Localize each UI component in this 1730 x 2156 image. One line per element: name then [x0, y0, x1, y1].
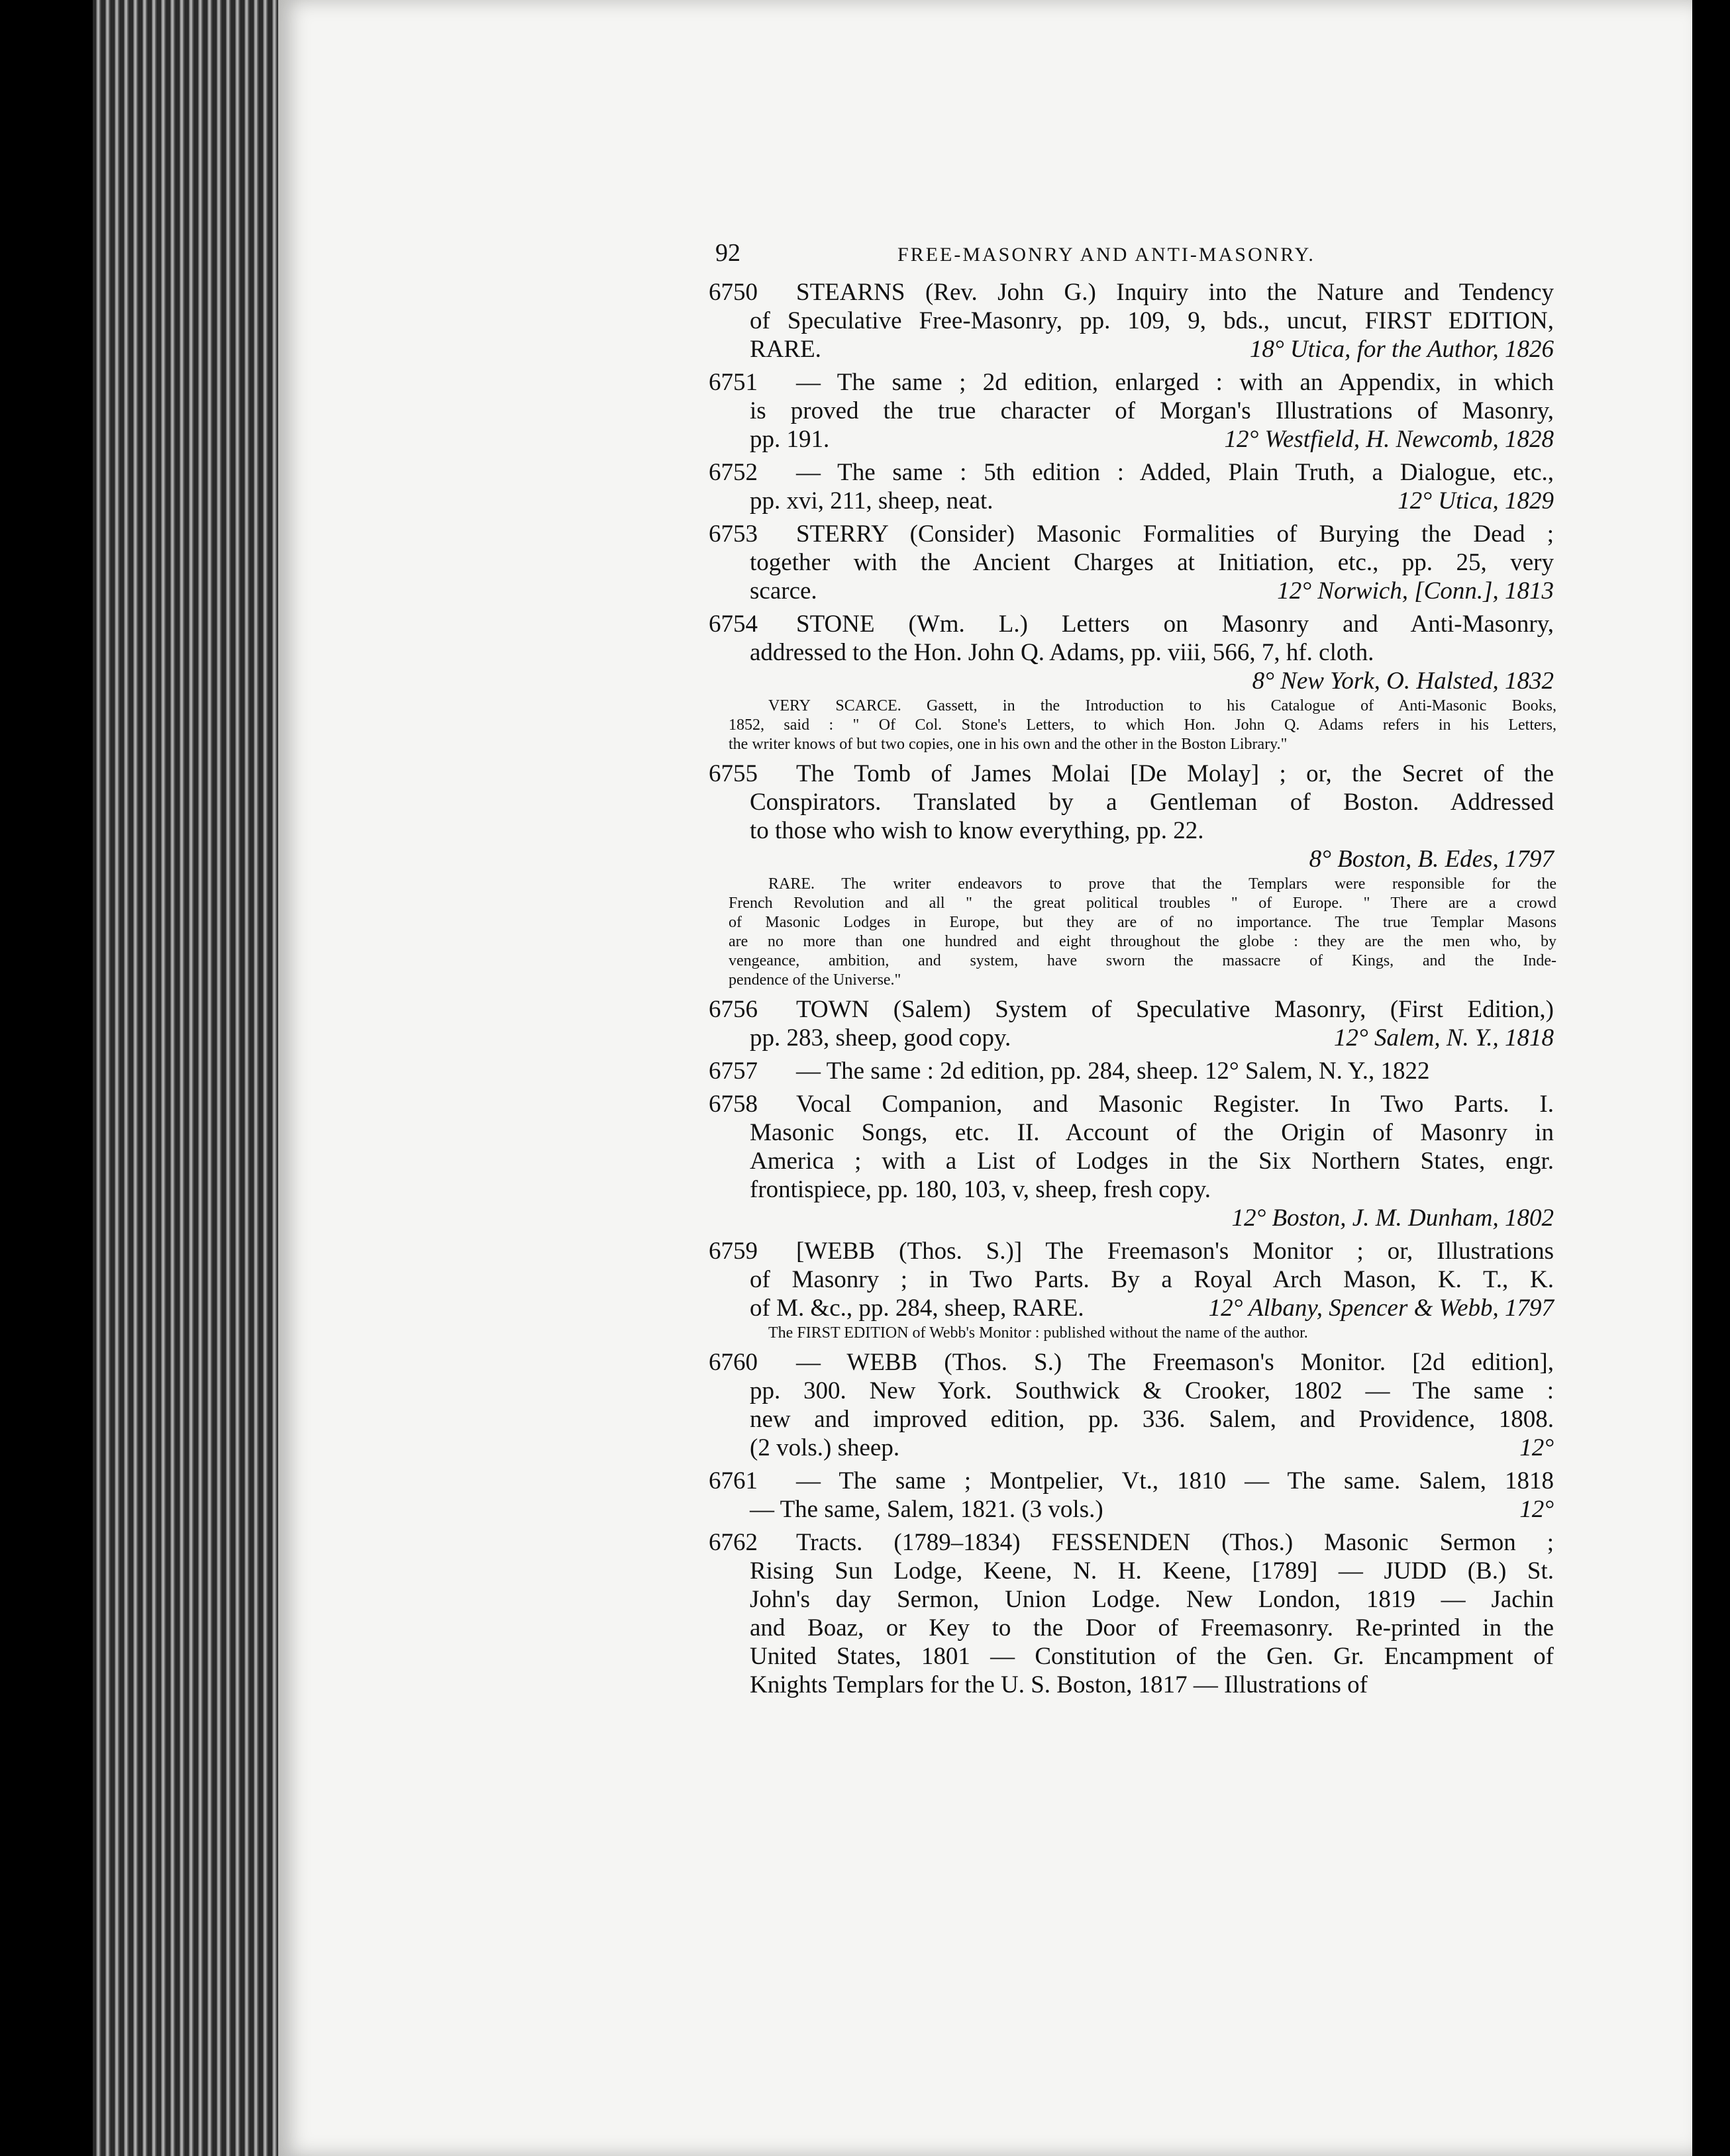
entry-text: pp. 191.	[750, 426, 830, 453]
entry-text: Rising Sun Lodge, Keene, N. H. Keene, [1789] — JUDD (B.) St.	[750, 1557, 1554, 1585]
entry-line	[709, 1057, 1556, 1085]
entry-imprint: 8° Boston, B. Edes, 1797	[1309, 846, 1554, 873]
entry-imprint: 12°	[1519, 1434, 1554, 1461]
entry-line	[709, 520, 1556, 548]
page-content	[709, 238, 1556, 1704]
entry-text: pp. xvi, 211, sheep, neat.	[750, 487, 993, 514]
entry-line	[709, 487, 1556, 515]
entry-line	[709, 1642, 1556, 1671]
entry-text: is proved the true character of Morgan's Illustrations of Masonry,	[750, 397, 1554, 424]
entry-note	[709, 1324, 1556, 1343]
entry-imprint: 8° New York, O. Halsted, 1832	[1252, 667, 1554, 695]
entry-line	[709, 1265, 1556, 1294]
entry-text: pp. 283, sheep, good copy.	[750, 1024, 1011, 1052]
note-line: of Masonic Lodges in Europe, but they are of no importance. The true Templar Masons	[729, 914, 1556, 931]
entry-line	[709, 1467, 1556, 1495]
entry-text: [WEBB (Thos. S.)] The Freemason's Monitor ; or, Illustrations	[796, 1238, 1554, 1265]
entry-text: scarce.	[750, 577, 817, 605]
entry-line	[709, 610, 1556, 638]
catalogue-entry	[709, 1467, 1556, 1524]
entry-line	[709, 278, 1556, 307]
catalogue-entry	[709, 610, 1556, 754]
note-line: 1852, said : " Of Col. Stone's Letters, to which Hon. John Q. Adams refers in his Letters,	[729, 716, 1556, 734]
entry-text: RARE.	[750, 336, 821, 363]
catalogue-entry	[709, 760, 1556, 990]
note-line: vengeance, ambition, and system, have sworn the massacre of Kings, and the Inde-	[729, 952, 1556, 969]
entry-text: — The same ; 2d edition, enlarged : with an Appendix, in which	[796, 369, 1554, 396]
scan-border	[1692, 0, 1730, 2156]
entry-imprint: 12° Albany, Spencer & Webb, 1797	[1208, 1295, 1554, 1322]
entry-line	[709, 995, 1556, 1024]
entry-line	[709, 1528, 1556, 1557]
entry-text: STEARNS (Rev. John G.) Inquiry into the Nature and Tendency	[796, 279, 1554, 306]
book-page-edges	[93, 0, 291, 2156]
catalogue-entry	[709, 458, 1556, 515]
entry-number: 6751	[709, 369, 758, 396]
entry-line	[709, 1434, 1556, 1462]
catalogue-entry	[709, 368, 1556, 454]
entry-line	[709, 816, 1556, 845]
note-line: the writer knows of but two copies, one in his own and the other in the Boston Library."	[729, 736, 1288, 753]
entry-line	[709, 1348, 1556, 1377]
entry-text: pp. 300. New York. Southwick & Crooker, 1802 — The same :	[750, 1377, 1554, 1404]
entry-number: 6750	[709, 279, 758, 306]
entry-text: United States, 1801 — Constitution of the Gen. Gr. Encampment of	[750, 1643, 1554, 1670]
catalogue-entry	[709, 1348, 1556, 1462]
entry-imprint: 12° Westfield, H. Newcomb, 1828	[1224, 426, 1554, 453]
entry-imprint: 12° Boston, J. M. Dunham, 1802	[1231, 1204, 1554, 1232]
entry-number: 6758	[709, 1091, 758, 1118]
catalogue-entry	[709, 1057, 1556, 1085]
entry-imprint: 12° Norwich, [Conn.], 1813	[1277, 577, 1554, 605]
entry-number: 6753	[709, 520, 758, 548]
entry-line	[709, 1495, 1556, 1524]
running-title: FREE-MASONRY AND ANTI-MASONRY.	[897, 244, 1315, 266]
entry-text: — WEBB (Thos. S.) The Freemason's Monitor. [2d edition],	[796, 1349, 1554, 1376]
entry-number: 6761	[709, 1467, 758, 1494]
entry-line	[709, 1294, 1556, 1322]
entry-text: — The same, Salem, 1821. (3 vols.)	[750, 1496, 1103, 1523]
entry-text: — The same ; Montpelier, Vt., 1810 — The same. Salem, 1818	[796, 1467, 1554, 1494]
entry-text: — The same : 2d edition, pp. 284, sheep. 12° Salem, N. Y., 1822	[796, 1057, 1430, 1085]
entry-line	[709, 1405, 1556, 1434]
entry-line	[709, 1585, 1556, 1614]
entry-line	[709, 1671, 1556, 1699]
entry-text: (2 vols.) sheep.	[750, 1434, 900, 1461]
entry-line	[709, 1024, 1556, 1052]
entry-number: 6759	[709, 1238, 758, 1265]
entry-text: STERRY (Consider) Masonic Formalities of Burying the Dead ;	[796, 520, 1554, 548]
entry-line	[709, 1237, 1556, 1265]
entry-text: The Tomb of James Molai [De Molay] ; or, the Secret of the	[796, 760, 1554, 787]
entry-text: frontispiece, pp. 180, 103, v, sheep, fresh copy.	[750, 1176, 1211, 1203]
entry-text: to those who wish to know everything, pp. 22.	[750, 817, 1204, 844]
catalogue-entry	[709, 1528, 1556, 1699]
catalogue-entry	[709, 278, 1556, 364]
entry-text: STONE (Wm. L.) Letters on Masonry and Anti-Masonry,	[796, 611, 1554, 638]
entry-line	[709, 1175, 1556, 1204]
entry-line	[709, 425, 1556, 454]
entry-imprint: 12° Salem, N. Y., 1818	[1333, 1024, 1554, 1052]
note-line: The FIRST EDITION of Webb's Monitor : published without the name of the author.	[768, 1324, 1308, 1342]
entry-text: Conspirators. Translated by a Gentleman of Boston. Addressed	[750, 789, 1554, 816]
entry-text: America ; with a List of Lodges in the Six Northern States, engr.	[750, 1148, 1554, 1175]
entry-text: of Masonry ; in Two Parts. By a Royal Arch Mason, K. T., K.	[750, 1266, 1554, 1293]
note-line: VERY SCARCE. Gassett, in the Introduction to his Catalogue of Anti-Masonic Books,	[768, 697, 1556, 714]
entry-note	[709, 697, 1556, 754]
page-number: 92	[715, 239, 740, 267]
entry-line	[709, 368, 1556, 397]
entry-text: TOWN (Salem) System of Speculative Masonry, (First Edition,)	[796, 996, 1554, 1023]
entry-text: Tracts. (1789–1834) FESSENDEN (Thos.) Masonic Sermon ;	[796, 1529, 1554, 1556]
entry-text: together with the Ancient Charges at Initiation, etc., pp. 25, very	[750, 549, 1554, 576]
entry-text: new and improved edition, pp. 336. Salem, and Providence, 1808.	[750, 1406, 1554, 1433]
entry-text: John's day Sermon, Union Lodge. New London, 1819 — Jachin	[750, 1586, 1554, 1613]
entry-number: 6757	[709, 1057, 758, 1085]
entry-number: 6752	[709, 459, 758, 486]
entry-text: of Speculative Free-Masonry, pp. 109, 9, bds., uncut, FIRST EDITION,	[750, 307, 1554, 334]
entry-text: — The same : 5th edition : Added, Plain Truth, a Dialogue, etc.,	[796, 459, 1554, 486]
entry-text: of M. &c., pp. 284, sheep, RARE.	[750, 1295, 1084, 1322]
entry-number: 6762	[709, 1529, 758, 1556]
entry-number: 6760	[709, 1349, 758, 1376]
catalogue-entry	[709, 1237, 1556, 1343]
entry-line	[709, 1118, 1556, 1147]
catalogue-entries	[709, 278, 1556, 1699]
entry-line	[709, 638, 1556, 667]
entry-line	[709, 788, 1556, 816]
entry-imprint: 12°	[1519, 1496, 1554, 1523]
entry-imprint: 18° Utica, for the Author, 1826	[1249, 336, 1554, 363]
entry-number: 6754	[709, 611, 758, 638]
catalogue-entry	[709, 995, 1556, 1052]
entry-text: and Boaz, or Key to the Door of Freemasonry. Re-printed in the	[750, 1614, 1554, 1642]
entry-line	[709, 397, 1556, 425]
note-line: RARE. The writer endeavors to prove that the Templars were responsible for the	[768, 875, 1556, 893]
entry-text: Masonic Songs, etc. II. Account of the Origin of Masonry in	[750, 1119, 1554, 1146]
catalogue-entry	[709, 520, 1556, 605]
entry-line	[709, 458, 1556, 487]
entry-line	[709, 1614, 1556, 1642]
entry-line	[709, 307, 1556, 335]
entry-note	[709, 875, 1556, 990]
entry-number: 6756	[709, 996, 758, 1023]
note-line: French Revolution and all " the great political troubles " of Europe. " There are a crowd	[729, 895, 1556, 912]
entry-text: addressed to the Hon. John Q. Adams, pp. viii, 566, 7, hf. cloth.	[750, 639, 1374, 666]
entry-line	[709, 1147, 1556, 1175]
catalogue-entry	[709, 1090, 1556, 1232]
note-line: pendence of the Universe."	[729, 971, 901, 989]
entry-line	[709, 577, 1556, 605]
entry-text: Knights Templars for the U. S. Boston, 1817 — Illustrations of	[750, 1671, 1368, 1698]
entry-text: Vocal Companion, and Masonic Register. In Two Parts. I.	[796, 1091, 1554, 1118]
entry-line	[709, 1377, 1556, 1405]
note-line: are no more than one hundred and eight throughout the globe : they are the men who, by	[729, 933, 1556, 950]
entry-line	[709, 548, 1556, 577]
running-header	[709, 238, 1556, 278]
entry-line	[709, 760, 1556, 788]
entry-line	[709, 335, 1556, 364]
entry-number: 6755	[709, 760, 758, 787]
entry-line	[709, 1557, 1556, 1585]
entry-line	[709, 1090, 1556, 1118]
entry-imprint: 12° Utica, 1829	[1398, 487, 1554, 514]
